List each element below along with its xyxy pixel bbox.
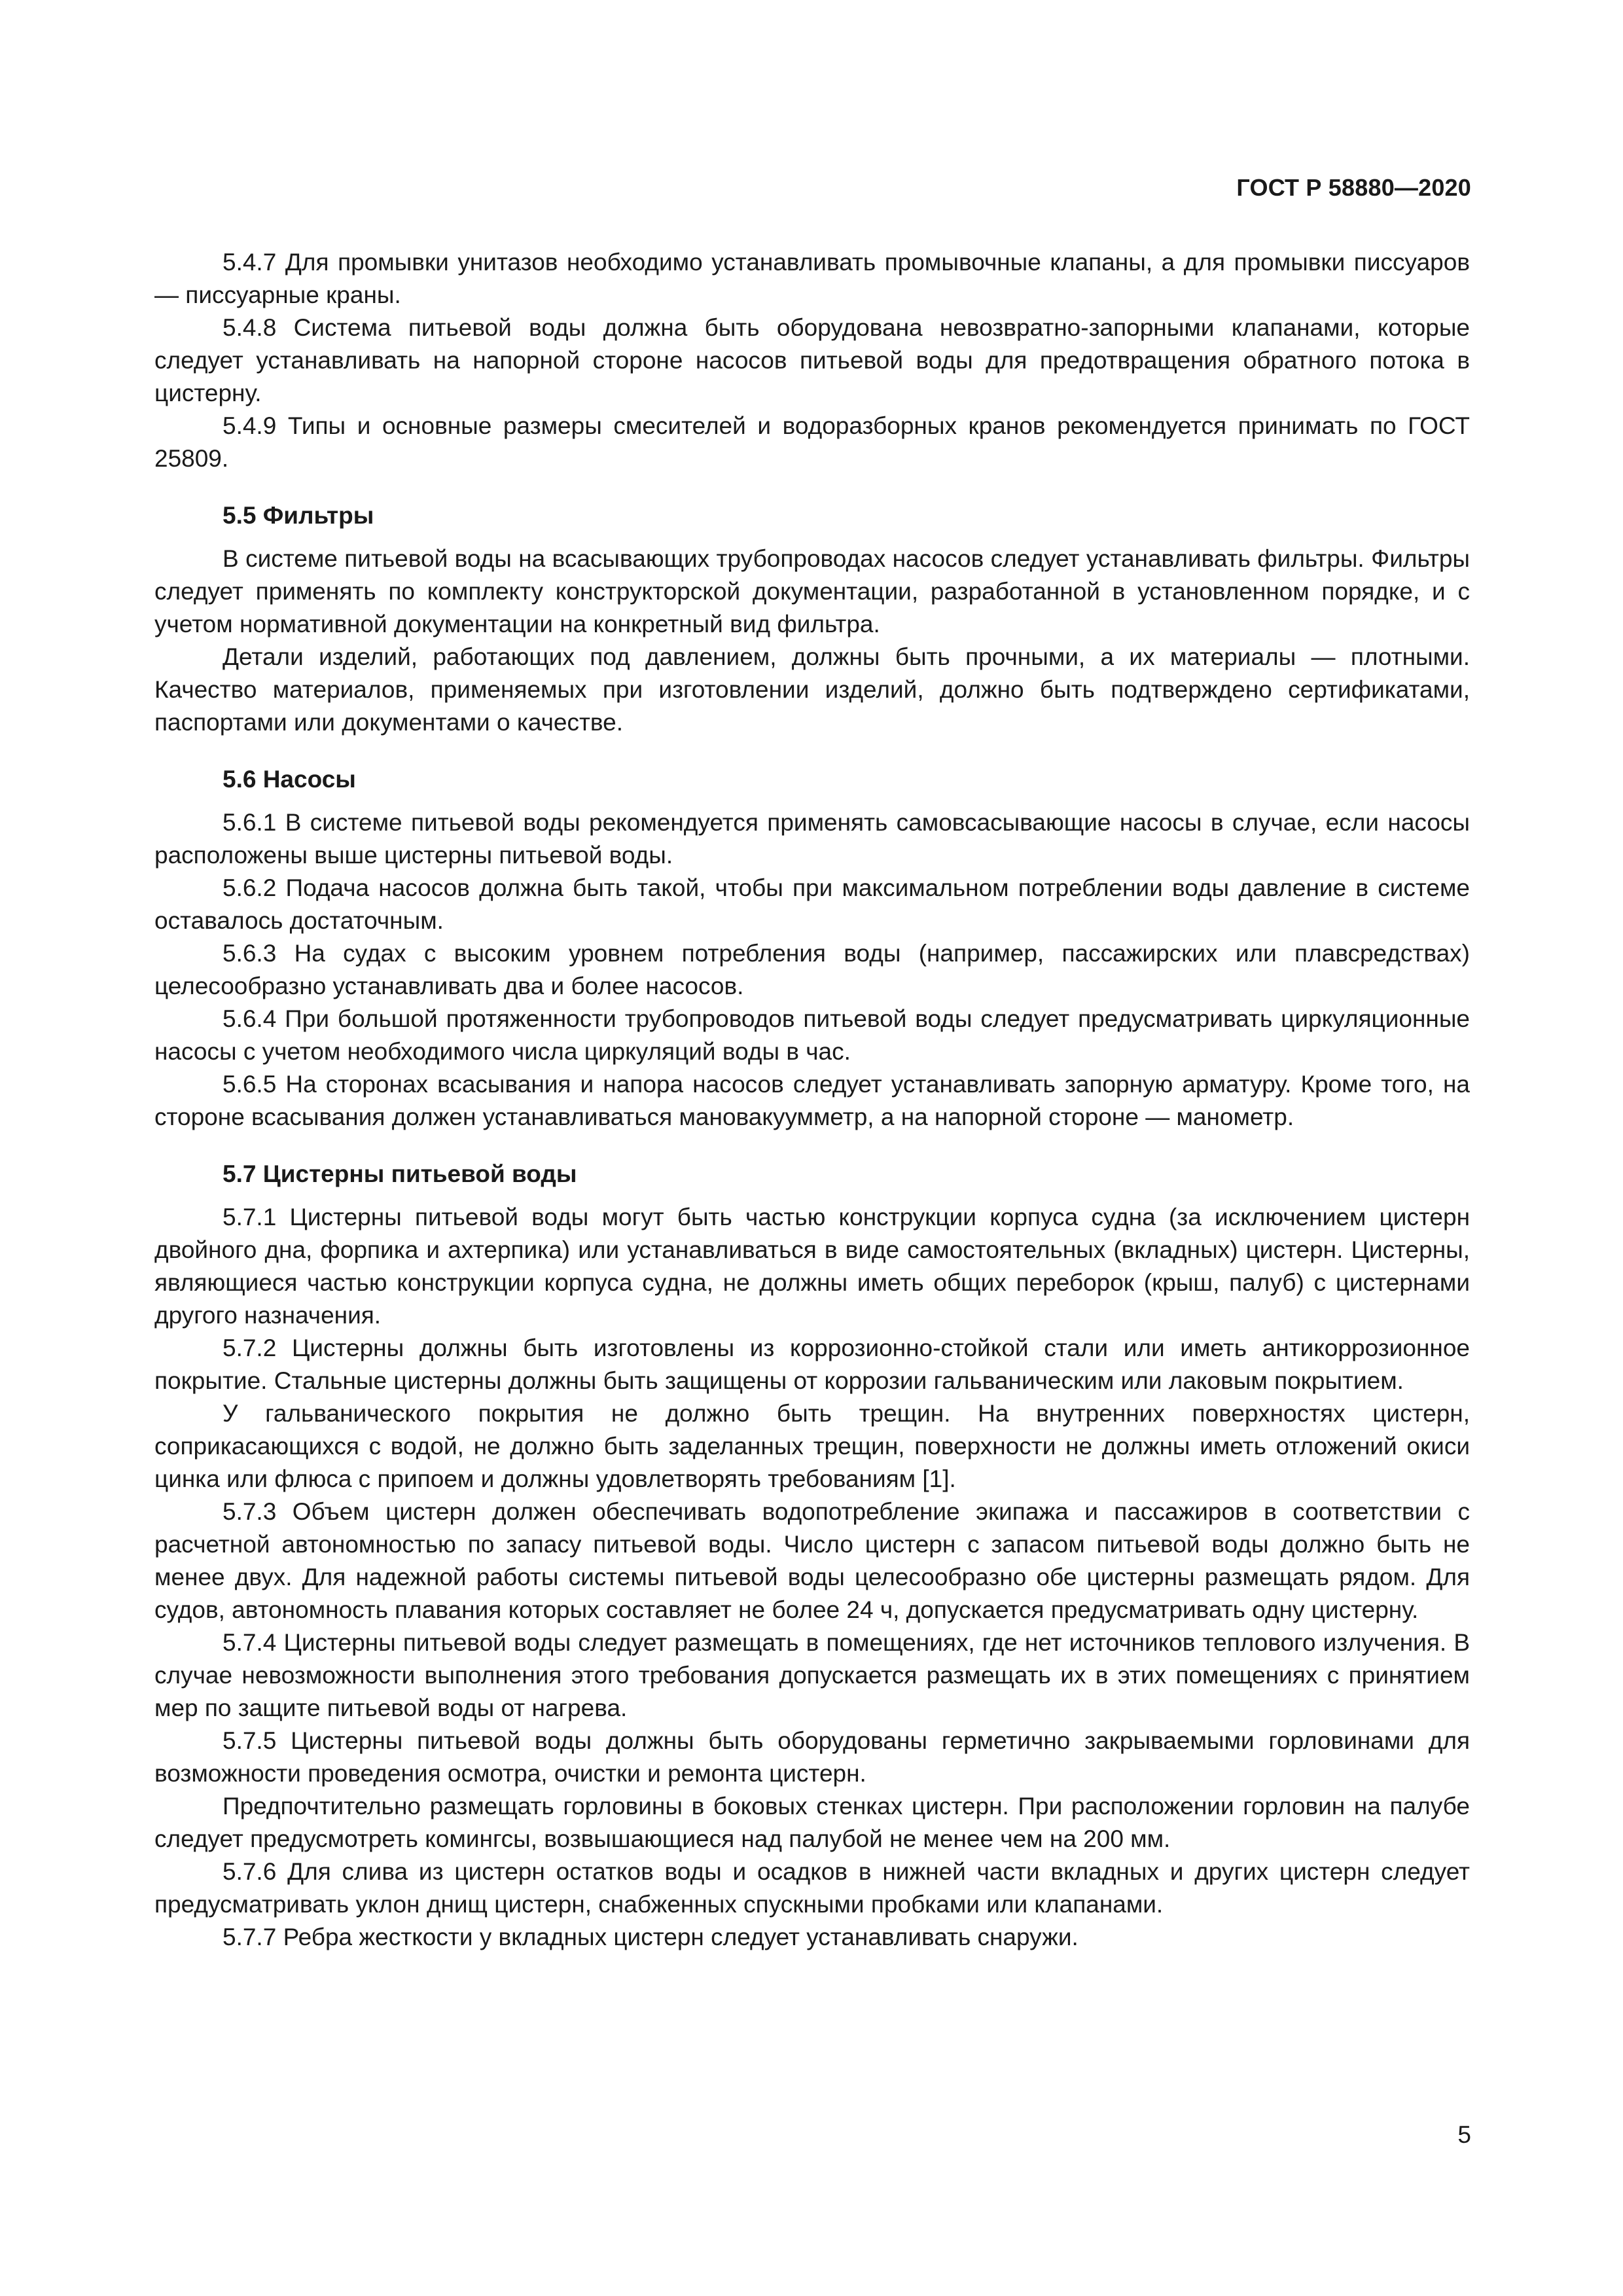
document-code-header: ГОСТ Р 58880—2020: [1236, 174, 1471, 201]
paragraph-5-7-5-hatches: Предпочтительно размещать горловины в боковых стенках цистерн. При расположении горловин на палубе следует предусмотреть комингсы, возвышающиеся над палубой не менее чем на 200 мм.: [154, 1793, 1470, 1852]
paragraph-5-6-3: 5.6.3 На судах с высоким уровнем потребления воды (например, пассажирских или плавсредствах) целесообразно устанавливать два и более насосов.: [154, 940, 1470, 999]
paragraph-5-5-materials: Детали изделий, работающих под давлением, должны быть прочными, а их материалы — плотными. Качество материалов, применяемых при изготовлении изделий, должно быть подтверждено сертификатами, паспортами или документами о качестве.: [154, 643, 1470, 736]
paragraph-5-7-7: 5.7.7 Ребра жесткости у вкладных цистерн следует устанавливать снаружи.: [223, 1924, 1079, 1950]
paragraph-5-4-9: 5.4.9 Типы и основные размеры смесителей и водоразборных кранов рекомендуется принимать по ГОСТ 25809.: [154, 412, 1470, 472]
paragraph-5-5-filters: В системе питьевой воды на всасывающих трубопроводах насосов следует устанавливать фильтры. Фильтры следует применять по комплекту конструкторской документации, разработанной в установленном порядке, и с учетом нормативной документации на конкретный вид фильтра.: [154, 545, 1470, 637]
section-heading-filters: 5.5 Фильтры: [223, 502, 374, 529]
section-heading-tanks: 5.7 Цистерны питьевой воды: [223, 1160, 577, 1187]
paragraph-5-6-5: 5.6.5 На сторонах всасывания и напора насосов следует устанавливать запорную арматуру. Кроме того, на стороне всасывания должен устанавливаться мановакуумметр, а на напорной стороне — манометр.: [154, 1071, 1470, 1130]
section-heading-pumps: 5.6 Насосы: [223, 766, 356, 793]
document-body: [154, 246, 1470, 1954]
paragraph-5-7-4: 5.7.4 Цистерны питьевой воды следует размещать в помещениях, где нет источников теплового излучения. В случае невозможности выполнения этого требования допускается размещать их в этих помещениях с принятием мер по защите питьевой воды от нагрева.: [154, 1629, 1470, 1721]
paragraph-5-7-5: 5.7.5 Цистерны питьевой воды должны быть оборудованы герметично закрываемыми горловинами для возможности проведения осмотра, очистки и ремонта цистерн.: [154, 1727, 1470, 1787]
paragraph-5-7-1: 5.7.1 Цистерны питьевой воды могут быть частью конструкции корпуса судна (за исключением цистерн двойного дна, форпика и ахтерпика) или устанавливаться в виде самостоятельных (вкладных) цистерн. Цистерны, являющиеся частью конструкции корпуса судна, не должны иметь общих переборок (крыш, палуб) с цистернами другого назначения.: [154, 1204, 1470, 1329]
paragraph-5-7-2-coating: У гальванического покрытия не должно быть трещин. На внутренних поверхностях цистерн, соприкасающихся с водой, не должно быть заделанных трещин, поверхности не должны иметь отложений окиси цинка или флюса с припоем и должны удовлетворять требованиям [1].: [154, 1400, 1470, 1492]
paragraph-5-4-7: 5.4.7 Для промывки унитазов необходимо устанавливать промывочные клапаны, а для промывки писсуаров — писсуарные краны.: [154, 249, 1470, 308]
paragraph-5-7-3: 5.7.3 Объем цистерн должен обеспечивать водопотребление экипажа и пассажиров в соответствии с расчетной автономностью по запасу питьевой воды. Число цистерн с запасом питьевой воды должно быть не менее двух. Для надежной работы системы питьевой воды целесообразно обе цистерны размещать рядом. Для судов, автономность плавания которых составляет не более 24 ч, допускается предусматривать одну цистерну.: [154, 1498, 1470, 1623]
paragraph-5-4-8: 5.4.8 Система питьевой воды должна быть оборудована невозвратно-запорными клапанами, которые следует устанавливать на напорной стороне насосов питьевой воды для предотвращения обратного потока в цистерну.: [154, 314, 1470, 406]
paragraph-5-6-1: 5.6.1 В системе питьевой воды рекомендуется применять самовсасывающие насосы в случае, если насосы расположены выше цистерны питьевой воды.: [154, 809, 1470, 869]
paragraph-5-6-4: 5.6.4 При большой протяженности трубопроводов питьевой воды следует предусматривать циркуляционные насосы с учетом необходимого числа циркуляций воды в час.: [154, 1005, 1470, 1065]
paragraph-5-7-6: 5.7.6 Для слива из цистерн остатков воды и осадков в нижней части вкладных и других цистерн следует предусматривать уклон днищ цистерн, снабженных спускными пробками или клапанами.: [154, 1858, 1470, 1918]
paragraph-5-7-2: 5.7.2 Цистерны должны быть изготовлены из коррозионно-стойкой стали или иметь антикоррозионное покрытие. Стальные цистерны должны быть защищены от коррозии гальваническим или лаковым покрытием.: [154, 1335, 1470, 1394]
page-number: 5: [1457, 2121, 1471, 2148]
paragraph-5-6-2: 5.6.2 Подача насосов должна быть такой, чтобы при максимальном потреблении воды давление в системе оставалось достаточным.: [154, 874, 1470, 934]
